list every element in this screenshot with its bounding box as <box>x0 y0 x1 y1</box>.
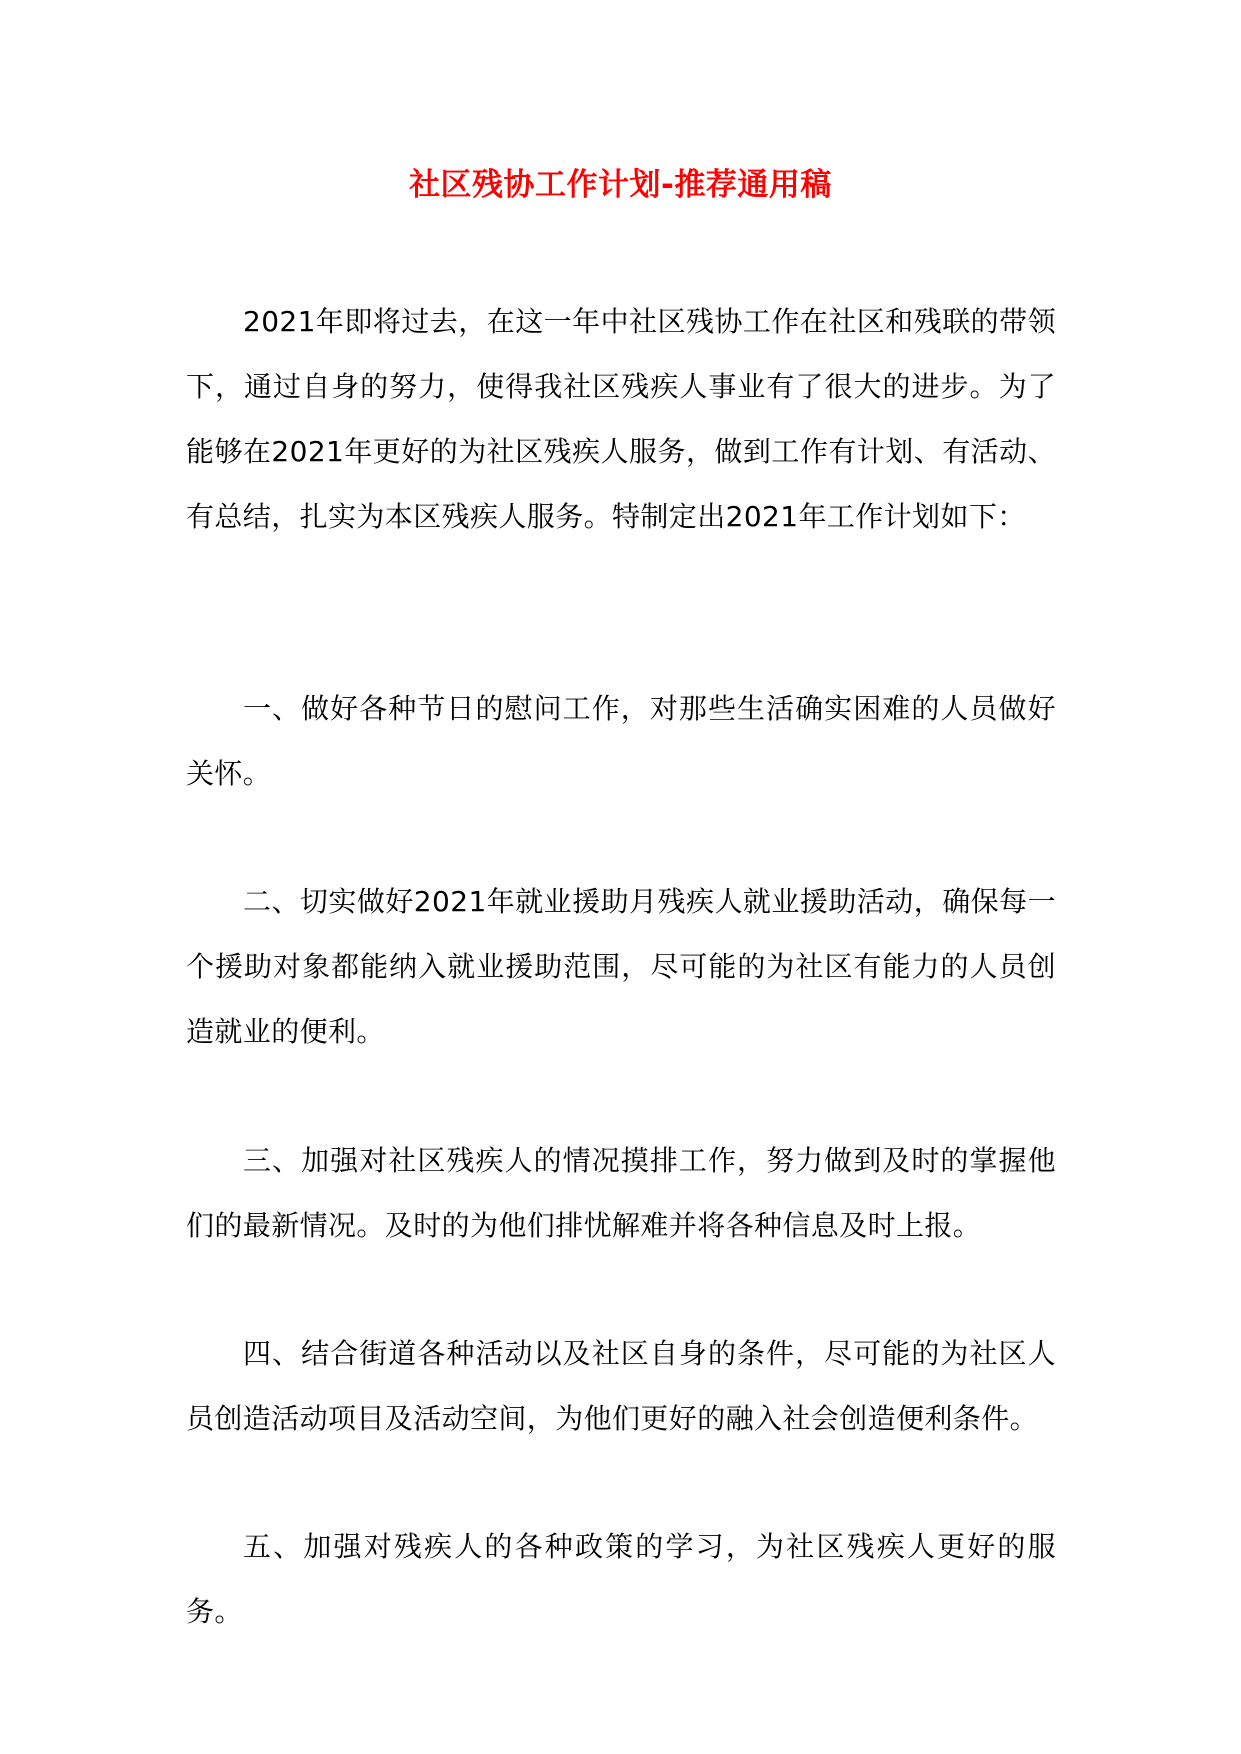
plan-item-5: 五、加强对残疾人的各种政策的学习，为社区残疾人更好的服务。 <box>186 1530 1056 1628</box>
plan-item-4: 四、结合街道各种活动以及社区自身的条件，尽可能的为社区人员创造活动项目及活动空间，为他们更好的融入社会创造便利条件。 <box>186 1337 1056 1435</box>
plan-item-3: 三、加强对社区残疾人的情况摸排工作，努力做到及时的掌握他们的最新情况。及时的为他们排忧解难并将各种信息及时上报。 <box>186 1144 1056 1242</box>
plan-item-1: 一、做好各种节日的慰问工作，对那些生活确实困难的人员做好关怀。 <box>186 692 1056 790</box>
document-title: 社区残协工作计划-推荐通用稿 <box>409 167 832 203</box>
plan-item-2: 二、切实做好2021年就业援助月残疾人就业援助活动，确保每一个援助对象都能纳入就业援助范围，尽可能的为社区有能力的人员创造就业的便利。 <box>186 885 1056 1048</box>
intro-paragraph: 2021年即将过去，在这一年中社区残协工作在社区和残联的带领下，通过自身的努力，使得我社区残疾人事业有了很大的进步。为了能够在2021年更好的为社区残疾人服务，做到工作有计划、有活动、有总结，扎实为本区残疾人服务。特制定出2021年工作计划如下： <box>186 305 1056 533</box>
